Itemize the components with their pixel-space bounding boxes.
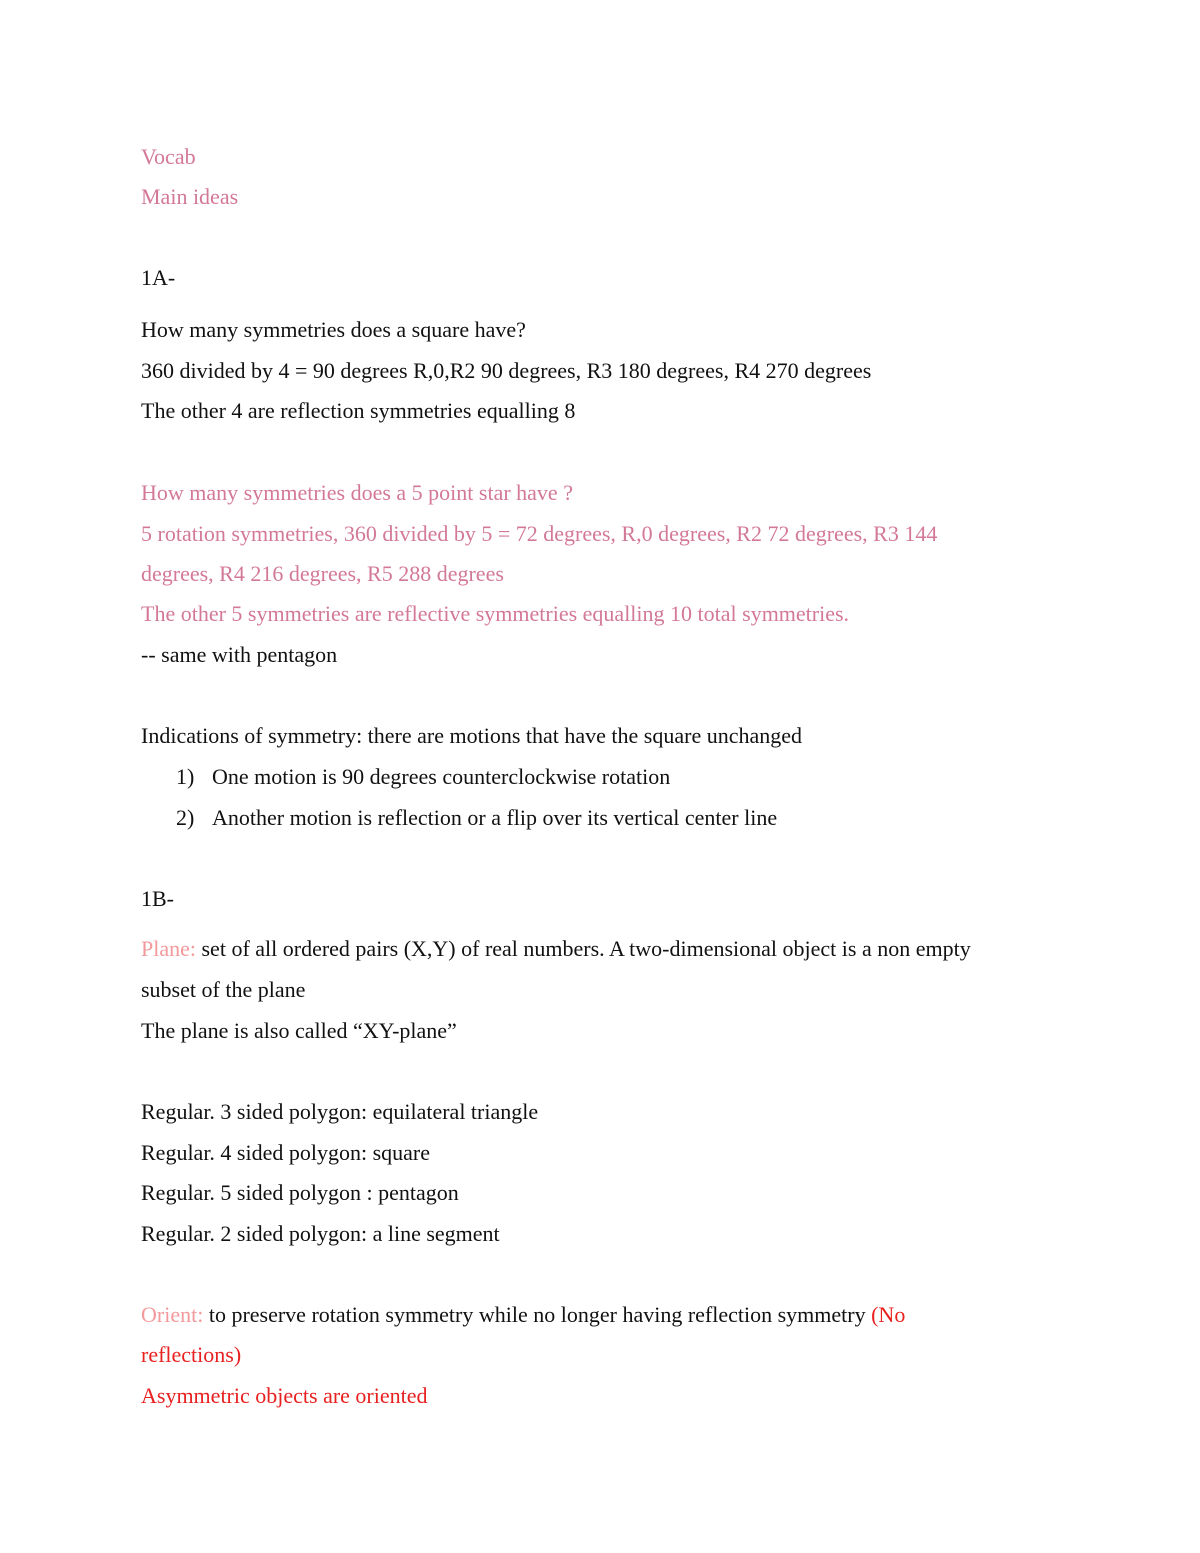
polygon-line-4: Regular. 2 sided polygon: a line segment	[141, 1221, 500, 1246]
square-answer-line-1: 360 divided by 4 = 90 degrees R,0,R2 90 degrees, R3 180 degrees, R4 270 degrees	[141, 358, 872, 383]
section-1b-heading: 1B-	[141, 886, 174, 911]
plane-definition-line-2: subset of the plane	[141, 977, 306, 1002]
plane-alias: The plane is also called “XY-plane”	[141, 1018, 457, 1043]
star-answer-line-1: 5 rotation symmetries, 360 divided by 5 = 72 degrees, R,0 degrees, R2 72 degrees, R3 144	[141, 521, 938, 546]
polygon-line-2: Regular. 4 sided polygon: square	[141, 1140, 431, 1165]
plane-definition-line-1	[141, 936, 971, 962]
list-item-1-text: One motion is 90 degrees counterclockwise rotation	[212, 764, 671, 789]
section-1a-heading: 1A-	[141, 265, 176, 290]
orient-paren-end: reflections)	[141, 1342, 242, 1367]
star-answer-line-3: The other 5 symmetries are reflective symmetries equalling 10 total symmetries.	[141, 601, 850, 626]
square-question: How many symmetries does a square have?	[141, 317, 526, 342]
polygon-line-1: Regular. 3 sided polygon: equilateral triangle	[141, 1099, 539, 1124]
orient-term: Orient:	[141, 1302, 204, 1327]
indications-of-symmetry: Indications of symmetry: there are motions that have the square unchanged	[141, 723, 803, 748]
orient-paren-start: (No	[871, 1302, 906, 1327]
square-answer-line-2: The other 4 are reflection symmetries equalling 8	[141, 398, 576, 423]
star-answer-line-2: degrees, R4 216 degrees, R5 288 degrees	[141, 561, 504, 586]
main-ideas-heading: Main ideas	[141, 184, 239, 209]
polygon-line-3: Regular. 5 sided polygon : pentagon	[141, 1180, 459, 1205]
list-item-2-text: Another motion is reflection or a flip over its vertical center line	[212, 805, 778, 830]
asymmetric-note: Asymmetric objects are oriented	[141, 1383, 428, 1408]
list-item-1-number: 1)	[176, 764, 195, 789]
plane-definition-text: set of all ordered pairs (X,Y) of real numbers. A two-dimensional object is a non empty	[196, 936, 971, 961]
plane-term: Plane:	[141, 936, 196, 961]
list-item-2-number: 2)	[176, 805, 195, 830]
star-question: How many symmetries does a 5 point star have ?	[141, 480, 573, 505]
vocab-heading: Vocab	[141, 144, 196, 169]
orient-definition-line-1	[141, 1302, 905, 1328]
orient-definition-text: to preserve rotation symmetry while no longer having reflection symmetry	[203, 1302, 872, 1327]
pentagon-note: -- same with pentagon	[141, 642, 338, 667]
